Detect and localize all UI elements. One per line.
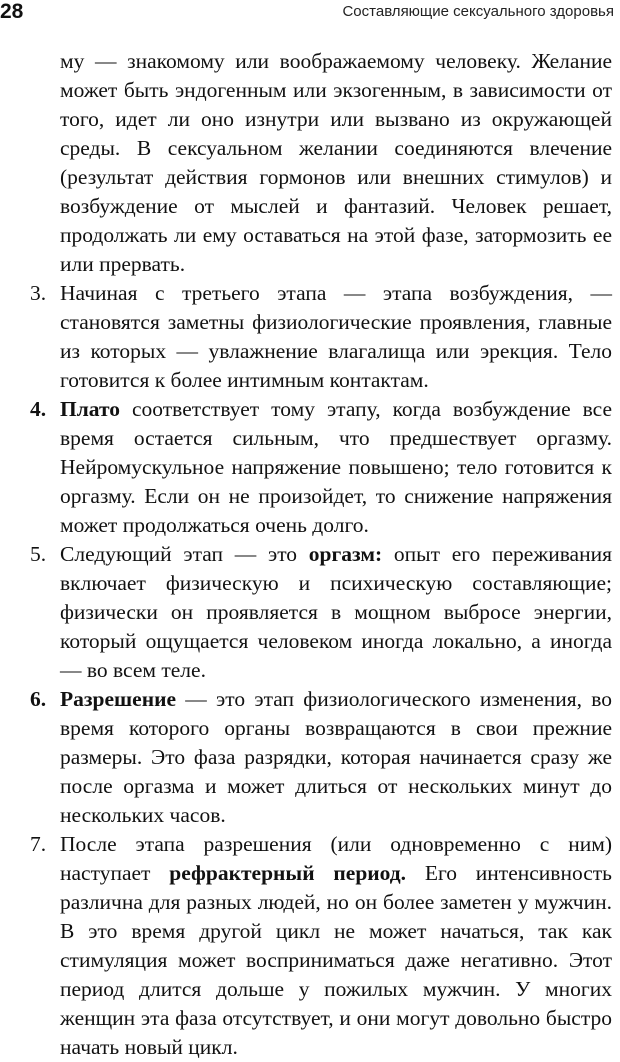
list-number: 5. bbox=[30, 542, 47, 566]
item-term: оргазм: bbox=[308, 542, 383, 566]
list-number: 7. bbox=[30, 832, 47, 856]
list-number: 4. bbox=[30, 397, 47, 421]
item-text: Начиная с третьего этапа — этапа возбуждения, — становятся заметны физиологические проявления, главные из которых — увлажнение влагалища или эрекция. Тело готовится к более интимным контактам. bbox=[60, 281, 612, 392]
list-item-5 bbox=[0, 540, 612, 685]
page-body bbox=[0, 47, 612, 1062]
list-item-7 bbox=[0, 830, 612, 1062]
list-item-6 bbox=[0, 685, 612, 830]
item-term: Разрешение bbox=[60, 687, 177, 711]
item-text: — это этап физиологического изменения, во время которого органы возвращаются в свои прежние размеры. Это фаза разрядки, которая начинается сразу же после оргазма и может длиться от нескольких минут до нескольких часов. bbox=[60, 687, 612, 827]
item-text-after: опыт его переживания включает физическую и психическую составляющие; физически он проявляется в мощном выбросе энергии, который ощущается человеком иногда локально, а иногда — во всем теле. bbox=[60, 542, 613, 682]
item-text-before: После этапа разрешения (или одновременно с ним) наступает bbox=[60, 832, 612, 885]
item-term: Плато bbox=[60, 397, 121, 421]
item-text: соответствует тому этапу, когда возбуждение все время остается сильным, что предшествует оргазму. Нейромускульное напряжение повышено; тело готовится к оргазму. Если он не произойдет, то снижение напряжения может продолжаться очень долго. bbox=[60, 397, 612, 537]
item-term: рефрактерный период. bbox=[169, 861, 407, 885]
list-number: 6. bbox=[30, 687, 47, 711]
item-text-before: Следующий этап — это bbox=[60, 542, 309, 566]
list-number: 3. bbox=[30, 281, 47, 305]
continuation-paragraph: му — знакомому или воображаемому человеку. Желание может быть эндогенным или экзогенным, в зависимости от того, идет ли оно изнутри или вызвано из окружающей среды. В сексуальном желании соединяются влечение (результат действия гормонов или внешних стимулов) и возбуждение от мыслей и фантазий. Человек решает, продолжать ли ему оставаться на этой фазе, затормозить ее или прервать. bbox=[60, 49, 612, 276]
page-header bbox=[0, 0, 620, 28]
page-number: 28 bbox=[0, 0, 24, 23]
list-item-4 bbox=[0, 395, 612, 540]
item-text-after: Его интенсивность различна для разных людей, но он более заметен у мужчин. В это время другой цикл не может начаться, так как стимуляция может восприниматься даже негативно. Этот период длится дольше у пожилых мужчин. У многих женщин эта фаза отсутствует, и они могут довольно быстро начать новый цикл. bbox=[60, 861, 612, 1059]
list-item-3 bbox=[0, 279, 612, 395]
running-title: Составляющие сексуального здоровья bbox=[342, 3, 614, 20]
